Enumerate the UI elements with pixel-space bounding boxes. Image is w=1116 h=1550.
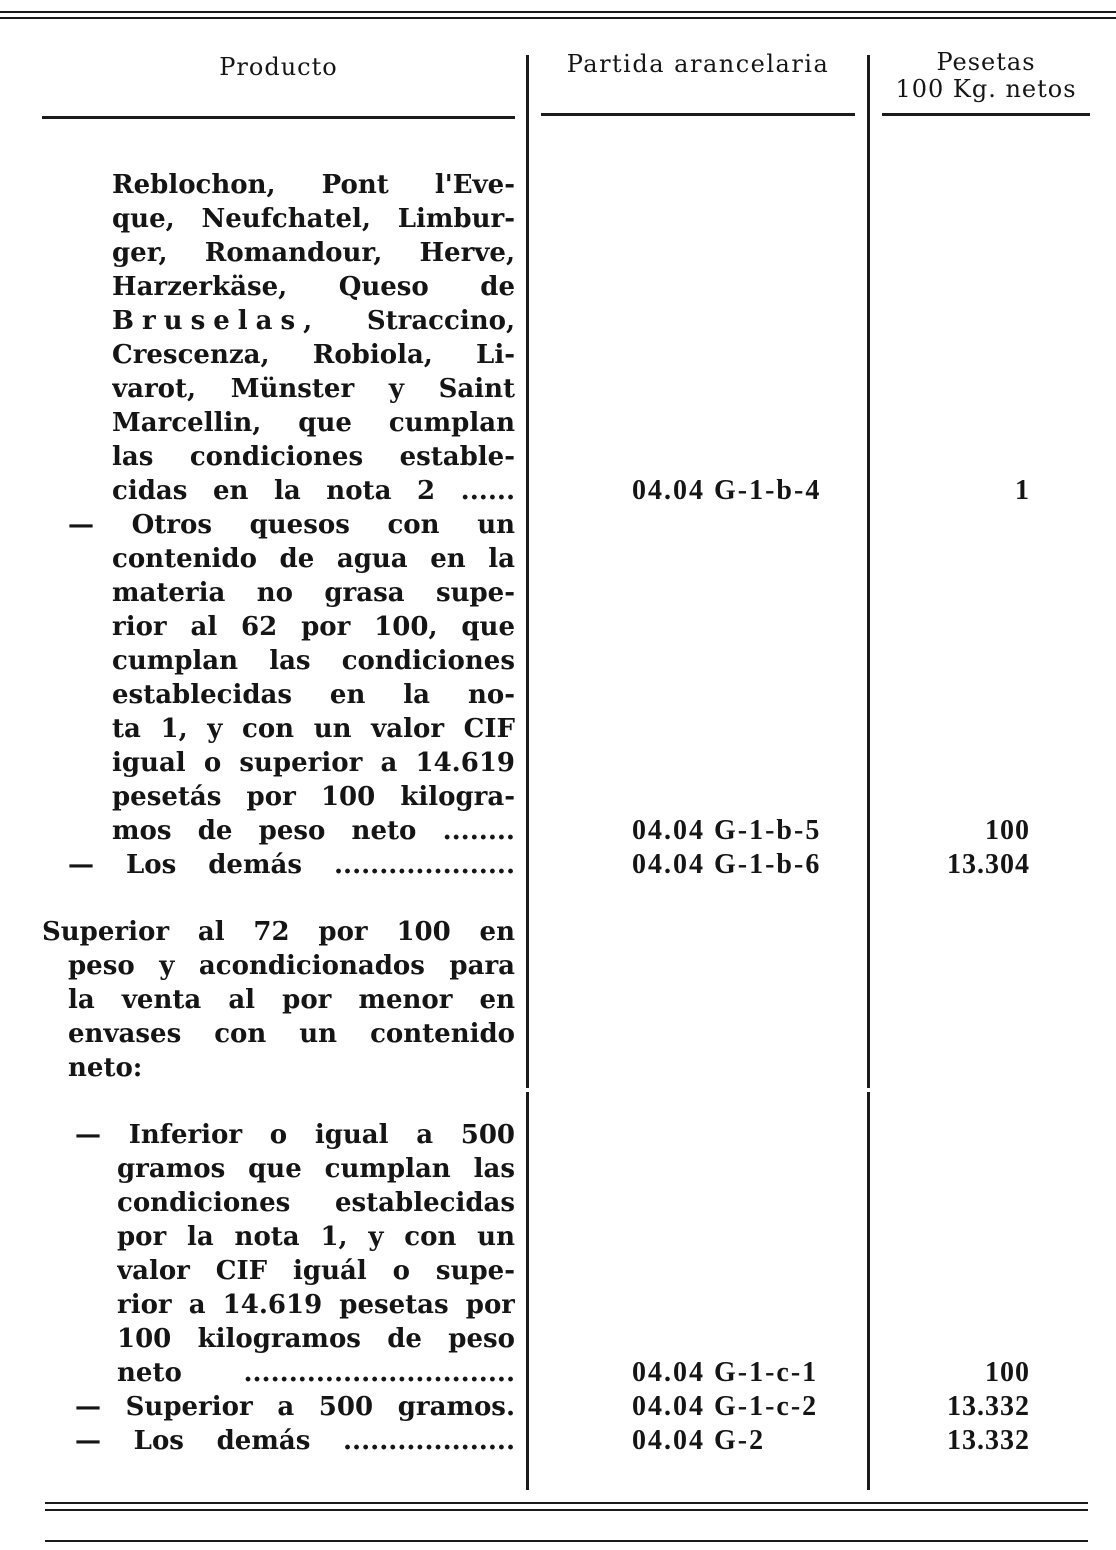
column-divider bbox=[867, 55, 870, 1088]
producto-line: neto .............................. bbox=[117, 1358, 515, 1388]
producto-line: cidas en la nota 2 ...... bbox=[112, 476, 515, 506]
producto-line: — Los demás ................... bbox=[75, 1426, 515, 1456]
producto-line: materia no grasa supe- bbox=[112, 578, 515, 608]
producto-line: las condiciones estable- bbox=[112, 442, 515, 472]
column-divider bbox=[526, 1092, 529, 1490]
producto-line: condiciones establecidas bbox=[117, 1188, 515, 1218]
pesetas-value: 1 bbox=[1015, 475, 1030, 506]
header-producto: Producto bbox=[219, 53, 338, 81]
producto-line: — Los demás .................... bbox=[68, 850, 515, 880]
bottom-rule bbox=[45, 1502, 1088, 1504]
producto-line: pesetás por 100 kilogra- bbox=[112, 782, 515, 812]
pesetas-value: 100 bbox=[985, 1357, 1030, 1388]
header-unidad: 100 Kg. netos bbox=[895, 75, 1077, 103]
producto-line: la venta al por menor en bbox=[68, 985, 515, 1015]
producto-line: Harzerkäse, Queso de bbox=[112, 272, 515, 302]
producto-line: valor CIF iguál o supe- bbox=[117, 1256, 515, 1286]
producto-line: que, Neufchatel, Limbur- bbox=[112, 204, 515, 234]
producto-line: ta 1, y con un valor CIF bbox=[112, 714, 515, 744]
header-underline bbox=[882, 113, 1090, 116]
pesetas-value: 13.304 bbox=[947, 849, 1030, 880]
producto-line: — Otros quesos con un bbox=[68, 510, 515, 540]
producto-line: varot, Münster y Saint bbox=[112, 374, 515, 404]
producto-line: por la nota 1, y con un bbox=[117, 1222, 515, 1252]
producto-line: rior al 62 por 100, que bbox=[112, 612, 515, 642]
producto-line: Superior al 72 por 100 en bbox=[42, 917, 515, 947]
producto-line: envases con un contenido bbox=[68, 1019, 515, 1049]
header-underline bbox=[42, 116, 515, 119]
pesetas-value: 13.332 bbox=[947, 1391, 1030, 1422]
partida-code: 04.04 G-1-c-2 bbox=[632, 1391, 819, 1422]
producto-word: Straccino, bbox=[366, 306, 515, 336]
pesetas-value: 100 bbox=[985, 815, 1030, 846]
producto-line bbox=[112, 304, 515, 338]
partida-code: 04.04 G-1-b-4 bbox=[632, 475, 822, 506]
producto-line: contenido de agua en la bbox=[112, 544, 515, 574]
producto-line: Marcellin, que cumplan bbox=[112, 408, 515, 438]
column-divider bbox=[526, 55, 529, 1088]
producto-line: cumplan las condiciones bbox=[112, 646, 515, 676]
partida-code: 04.04 G-1-b-6 bbox=[632, 849, 822, 880]
producto-word: Bruselas, bbox=[112, 306, 321, 336]
producto-line: rior a 14.619 pesetas por bbox=[117, 1290, 515, 1320]
bottom-rule bbox=[45, 1540, 1088, 1542]
header-underline bbox=[541, 113, 855, 116]
column-divider bbox=[867, 1092, 870, 1490]
producto-line: establecidas en la no- bbox=[112, 680, 515, 710]
partida-code: 04.04 G-2 bbox=[632, 1425, 766, 1456]
partida-code: 04.04 G-1-c-1 bbox=[632, 1357, 819, 1388]
header-pesetas: Pesetas bbox=[936, 48, 1036, 76]
producto-line: 100 kilogramos de peso bbox=[117, 1324, 515, 1354]
top-rule bbox=[0, 11, 1116, 13]
producto-line: peso y acondicionados para bbox=[68, 951, 515, 981]
partida-code: 04.04 G-1-b-5 bbox=[632, 815, 822, 846]
top-rule bbox=[0, 17, 1116, 19]
header-partida: Partida arancelaria bbox=[566, 50, 830, 78]
producto-line: — Superior a 500 gramos. bbox=[75, 1392, 515, 1422]
pesetas-value: 13.332 bbox=[947, 1425, 1030, 1456]
producto-line: mos de peso neto ........ bbox=[112, 816, 515, 846]
producto-line: igual o superior a 14.619 bbox=[112, 748, 515, 778]
producto-line: Reblochon, Pont l'Eve- bbox=[112, 170, 515, 200]
producto-line: — Inferior o igual a 500 bbox=[75, 1120, 515, 1150]
producto-line: neto: bbox=[68, 1053, 143, 1083]
producto-line: gramos que cumplan las bbox=[117, 1154, 515, 1184]
producto-line: ger, Romandour, Herve, bbox=[112, 238, 515, 268]
bottom-rule bbox=[45, 1509, 1088, 1511]
producto-line: Crescenza, Robiola, Li- bbox=[112, 340, 515, 370]
